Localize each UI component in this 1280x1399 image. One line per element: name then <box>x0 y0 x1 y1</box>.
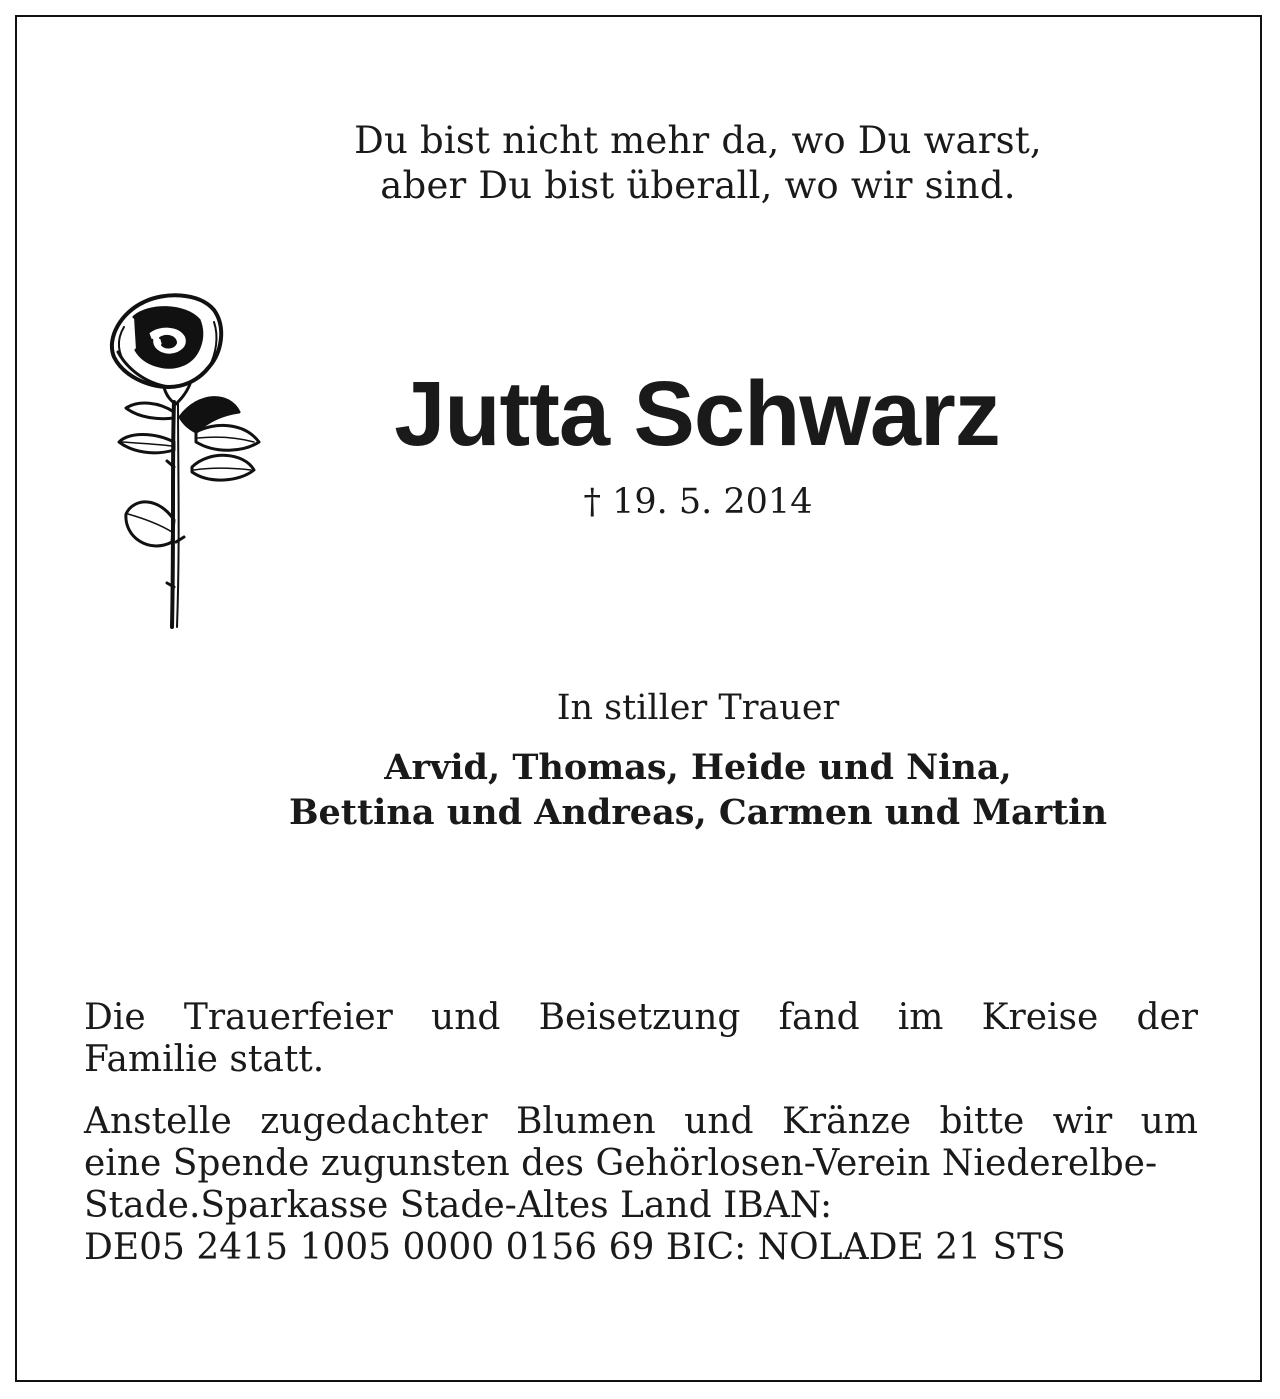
word: Die <box>84 997 146 1038</box>
ceremony-notice-line-1 <box>84 997 1198 1039</box>
word: und <box>431 997 501 1038</box>
word: der <box>1136 997 1198 1038</box>
donation-notice-line-2: eine Spende zugunsten des Gehörlosen-Verein Niederelbe- <box>84 1143 1158 1184</box>
bank-details: DE05 2415 1005 0000 0156 69 BIC: NOLADE 21 STS <box>84 1227 1066 1268</box>
motto <box>298 118 1098 208</box>
word: Blumen <box>515 1101 656 1142</box>
word: fand <box>778 997 860 1038</box>
mourners-line-2: Bettina und Andreas, Carmen und Martin <box>288 792 1108 833</box>
word: im <box>897 997 944 1038</box>
word: Beisetzung <box>538 997 741 1038</box>
word: bitte <box>939 1101 1025 1142</box>
word: Trauerfeier <box>183 997 393 1038</box>
word: zugedachter <box>260 1101 488 1142</box>
word: wir <box>1052 1101 1113 1142</box>
mourners <box>248 745 1148 835</box>
motto-line-2: aber Du bist überall, wo wir sind. <box>380 164 1016 207</box>
donation-notice-line-1 <box>84 1101 1198 1143</box>
word: und <box>684 1101 754 1142</box>
word: Kreise <box>981 997 1099 1038</box>
ceremony-notice-line-2: Familie statt. <box>84 1039 325 1080</box>
deceased-name: Jutta Schwarz <box>394 363 1000 465</box>
word: um <box>1140 1101 1198 1142</box>
donation-notice <box>84 1101 1198 1269</box>
donation-notice-line-3: Stade.Sparkasse Stade-Altes Land IBAN: <box>84 1185 833 1226</box>
motto-line-1: Du bist nicht mehr da, wo Du warst, <box>354 119 1042 162</box>
ceremony-notice <box>84 997 1198 1081</box>
word: Kränze <box>782 1101 912 1142</box>
rose-icon <box>104 292 264 632</box>
word: Anstelle <box>84 1101 232 1142</box>
mourners-line-1: Arvid, Thomas, Heide und Nina, <box>384 747 1012 788</box>
mourning-heading: In stiller Trauer <box>556 688 840 728</box>
death-date: † 19. 5. 2014 <box>583 482 813 522</box>
